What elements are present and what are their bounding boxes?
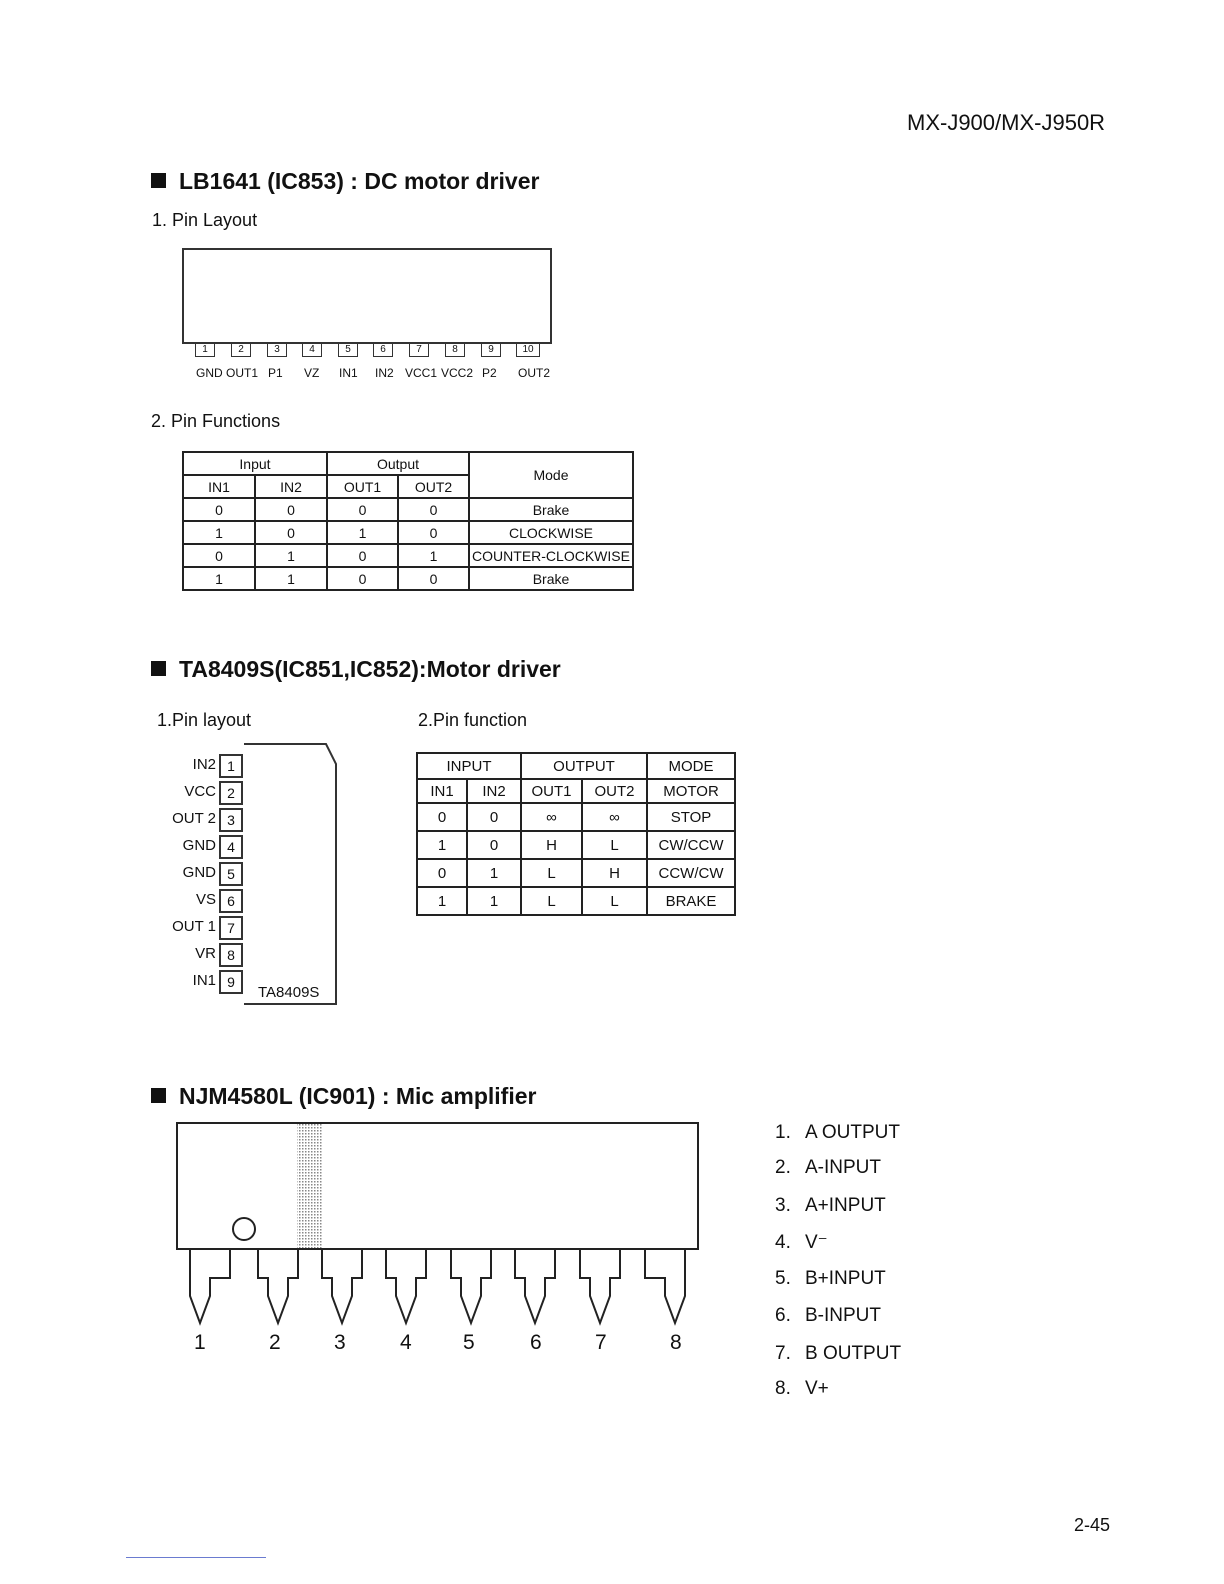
ta8409-pin-function-heading: 2.Pin function	[418, 710, 528, 730]
lb1641-pin-functions-heading: 2. Pin Functions	[151, 411, 281, 431]
lead-4	[386, 1249, 426, 1323]
list-item-label: A-INPUT	[805, 1157, 881, 1178]
ta8409-pin-label: VR	[195, 945, 216, 962]
list-item-number: 5.	[775, 1268, 791, 1289]
table-cell: CCW/CW	[647, 859, 735, 887]
lb1641-pin-box: 6	[373, 344, 393, 357]
table-row	[183, 544, 633, 567]
table-cell: 0	[398, 567, 469, 590]
lb1641-pin-label: P2	[482, 366, 497, 380]
ta8409-pin-layout-heading: 1.Pin layout	[157, 710, 252, 730]
table-row	[417, 803, 735, 831]
ta8409-pin-label: OUT 2	[172, 810, 216, 827]
ta8409-pin-label: GND	[182, 864, 216, 881]
lb1641-pin-layout-heading: 1. Pin Layout	[152, 210, 258, 230]
njm-pin-number: 4	[400, 1331, 412, 1354]
table-cell: H	[582, 859, 647, 887]
ta8409-pin-box: 5	[219, 862, 243, 886]
ta8409-pin-label: VCC	[184, 783, 216, 800]
table-cell: Brake	[469, 498, 633, 521]
table-cell: 0	[398, 498, 469, 521]
square-bullet-icon	[151, 173, 166, 188]
njm-pin-number: 6	[530, 1331, 542, 1354]
table-row	[183, 567, 633, 590]
lb1641-pin-box: 1	[195, 344, 215, 357]
table-cell: 1	[467, 887, 521, 915]
table-cell: L	[582, 831, 647, 859]
table-cell: 0	[467, 831, 521, 859]
table-cell: L	[582, 887, 647, 915]
section-lb1641-title	[151, 168, 539, 195]
list-item-label: A+INPUT	[805, 1195, 886, 1216]
table-cell: ∞	[521, 803, 582, 831]
table-cell: 0	[183, 544, 255, 567]
table-cell: 1	[417, 887, 467, 915]
lb1641-pin-label: VCC1	[405, 366, 438, 380]
table-cell: 0	[255, 498, 327, 521]
lb1641-pin-label: OUT2	[518, 366, 551, 380]
ta8409-pin-label: IN1	[192, 972, 216, 989]
ta8409-pin-box: 4	[219, 835, 243, 859]
list-item-number: 8.	[775, 1378, 791, 1399]
list-item	[775, 1305, 881, 1327]
table-group-header: Mode	[469, 452, 633, 498]
table-cell: 1	[327, 521, 398, 544]
table-column-header: OUT1	[327, 475, 398, 498]
list-item	[775, 1122, 900, 1144]
lead-5	[451, 1249, 491, 1323]
list-item	[775, 1157, 881, 1179]
table-row	[417, 887, 735, 915]
list-item-number: 3.	[775, 1195, 791, 1216]
table-cell: 0	[417, 803, 467, 831]
ta8409-pin-box: 8	[219, 943, 243, 967]
lb1641-pin-box: 4	[302, 344, 322, 357]
njm-pin-number: 1	[194, 1331, 206, 1354]
lb1641-pin-box: 7	[409, 344, 429, 357]
table-cell: 0	[467, 803, 521, 831]
table-cell: 1	[183, 521, 255, 544]
lb1641-pin-box: 8	[445, 344, 465, 357]
table-column-header: IN1	[417, 779, 467, 803]
ta8409-pin-box: 9	[219, 970, 243, 994]
ta8409-pin-label: IN2	[192, 756, 216, 773]
table-row	[417, 831, 735, 859]
list-item-label: V⁻	[805, 1232, 828, 1253]
lb1641-pin-box: 3	[267, 344, 287, 357]
table-cell: 1	[417, 831, 467, 859]
table-cell: CW/CCW	[647, 831, 735, 859]
table-column-header: IN2	[255, 475, 327, 498]
lead-7	[580, 1249, 620, 1323]
lead-1	[190, 1249, 230, 1323]
table-cell: 0	[327, 498, 398, 521]
table-cell: Brake	[469, 567, 633, 590]
lb1641-pin-label: IN2	[375, 366, 394, 380]
chip-body-outline	[244, 744, 336, 1004]
ta8409-pin-label: GND	[182, 837, 216, 854]
footer-rule	[126, 1557, 266, 1558]
section-njm4580-title	[151, 1083, 536, 1110]
njm-pin-number: 5	[463, 1331, 475, 1354]
list-item-label: B-INPUT	[805, 1305, 881, 1326]
njm-pin-number: 2	[269, 1331, 281, 1354]
table-cell: CLOCKWISE	[469, 521, 633, 544]
table-cell: 1	[183, 567, 255, 590]
table-group-header: Output	[327, 452, 469, 475]
section-lb1641-title-text: LB1641 (IC853) : DC motor driver	[179, 168, 540, 194]
list-item-label: B+INPUT	[805, 1268, 886, 1289]
list-item-label: A OUTPUT	[805, 1122, 901, 1143]
table-cell: 0	[255, 521, 327, 544]
table-group-header: Input	[183, 452, 327, 475]
table-cell: BRAKE	[647, 887, 735, 915]
lb1641-pin-box: 2	[231, 344, 251, 357]
table-cell: 0	[417, 859, 467, 887]
list-item	[775, 1195, 886, 1217]
table-row	[417, 859, 735, 887]
table-column-header: OUT1	[521, 779, 582, 803]
lb1641-pin-box: 10	[516, 344, 540, 357]
list-item-number: 2.	[775, 1157, 791, 1178]
table-cell: COUNTER-CLOCKWISE	[469, 544, 633, 567]
list-item	[775, 1268, 886, 1290]
lb1641-pin-box: 9	[481, 344, 501, 357]
square-bullet-icon	[151, 661, 166, 676]
ta8409-chip-outline	[240, 740, 340, 1008]
table-column-header: MOTOR	[647, 779, 735, 803]
njm-pin-number: 7	[595, 1331, 607, 1354]
page-number: 2-45	[1074, 1515, 1111, 1535]
table-cell: 0	[183, 498, 255, 521]
ta8409-pin-box: 3	[219, 808, 243, 832]
table-cell: 0	[398, 521, 469, 544]
section-njm4580-title-text: NJM4580L (IC901) : Mic amplifier	[179, 1083, 537, 1109]
table-column-header: OUT2	[398, 475, 469, 498]
table-row	[183, 498, 633, 521]
list-item-label: V+	[805, 1378, 829, 1399]
table-cell: H	[521, 831, 582, 859]
table-cell: 0	[327, 567, 398, 590]
table-column-header: IN1	[183, 475, 255, 498]
njm-pin-number: 3	[334, 1331, 346, 1354]
list-item-number: 4.	[775, 1232, 791, 1253]
ta8409-pin-box: 2	[219, 781, 243, 805]
list-item-number: 1.	[775, 1122, 791, 1143]
table-cell: STOP	[647, 803, 735, 831]
lead-8	[645, 1249, 685, 1323]
table-cell: 0	[327, 544, 398, 567]
ta8409-chip-label: TA8409S	[258, 984, 320, 1001]
lb1641-pin-label: VCC2	[441, 366, 474, 380]
table-cell: 1	[255, 544, 327, 567]
table-column-header: IN2	[467, 779, 521, 803]
lb1641-pin-label: IN1	[339, 366, 358, 380]
lb1641-pin-label: OUT1	[226, 366, 259, 380]
list-item-number: 6.	[775, 1305, 791, 1326]
section-ta8409-title-text: TA8409S(IC851,IC852):Motor driver	[179, 656, 561, 682]
table-group-header: OUTPUT	[521, 753, 647, 779]
list-item	[775, 1378, 829, 1400]
list-item	[775, 1231, 828, 1254]
table-group-header: MODE	[647, 753, 735, 779]
package-marking-band	[297, 1124, 322, 1248]
ta8409-pin-box: 1	[219, 754, 243, 778]
ta8409-pin-function-table	[416, 752, 736, 916]
lead-3	[322, 1249, 362, 1323]
package-leads	[190, 1249, 685, 1323]
table-cell: 1	[467, 859, 521, 887]
model-number: MX-J900/MX-J950R	[907, 110, 1106, 135]
njm-pin-number: 8	[670, 1331, 682, 1354]
ta8409-pin-label: OUT 1	[172, 918, 216, 935]
ta8409-pin-box: 6	[219, 889, 243, 913]
table-group-header: INPUT	[417, 753, 521, 779]
pin1-index-dot	[233, 1218, 255, 1240]
lb1641-pin-box: 5	[338, 344, 358, 357]
list-item-number: 7.	[775, 1343, 791, 1364]
list-item	[775, 1343, 901, 1365]
lead-6	[515, 1249, 555, 1323]
table-cell: ∞	[582, 803, 647, 831]
lb1641-pin-label: GND	[196, 366, 223, 380]
ta8409-pin-label: VS	[195, 891, 216, 908]
table-cell: L	[521, 887, 582, 915]
lead-2	[258, 1249, 298, 1323]
njm4580-package-drawing	[170, 1118, 706, 1328]
lb1641-pin-label: P1	[268, 366, 283, 380]
table-cell: 1	[255, 567, 327, 590]
table-cell: 1	[398, 544, 469, 567]
table-row	[183, 521, 633, 544]
square-bullet-icon	[151, 1088, 166, 1103]
ta8409-pin-box: 7	[219, 916, 243, 940]
lb1641-pin-label: VZ	[304, 366, 320, 380]
section-ta8409-title	[151, 656, 561, 683]
list-item-label: B OUTPUT	[805, 1343, 902, 1364]
table-column-header: OUT2	[582, 779, 647, 803]
table-cell: L	[521, 859, 582, 887]
lb1641-chip-body	[182, 248, 552, 344]
lb1641-pin-function-table	[182, 451, 634, 591]
